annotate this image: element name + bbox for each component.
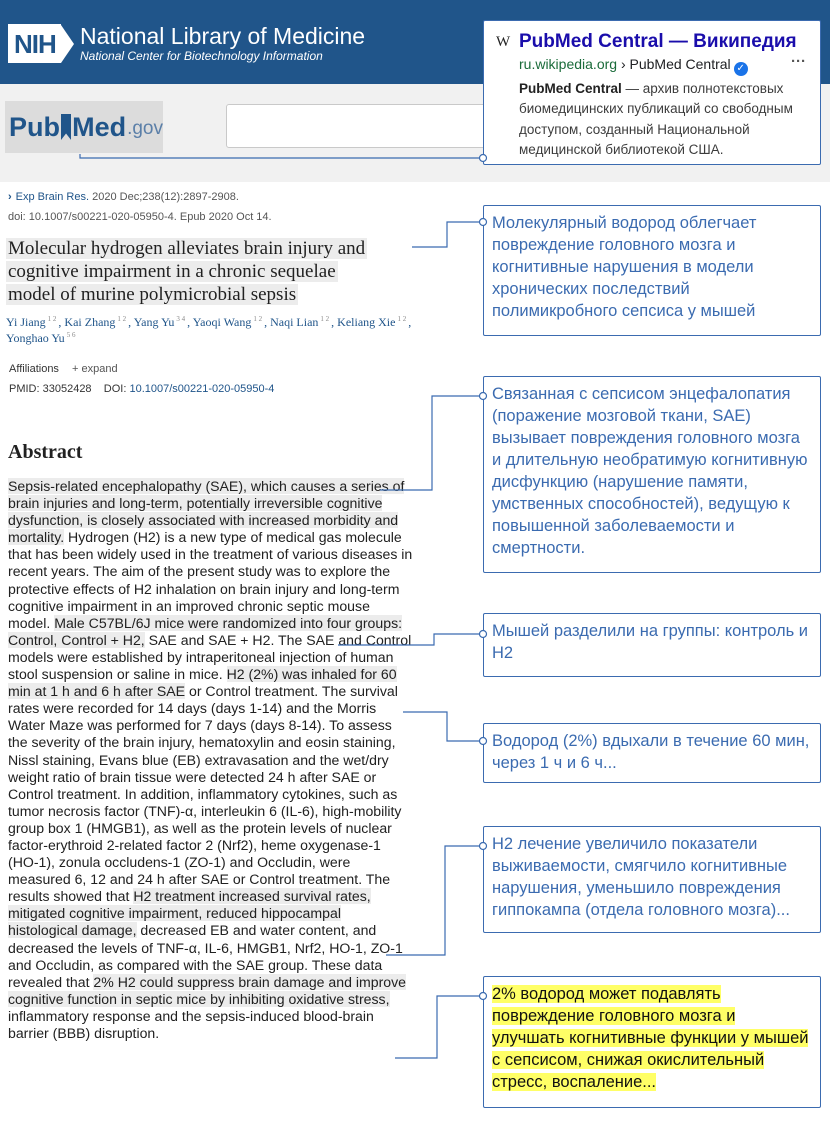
wiki-snippet-rest: — архив полнотекстовых биомедицинских публикаций со свободным доступом, созданный Национальной медицинской библиотекой США.	[519, 81, 793, 157]
author-link[interactable]: Kai Zhang	[64, 315, 116, 329]
author-link[interactable]: Yang Yu	[133, 315, 175, 329]
affiliations-label: Affiliations	[9, 363, 59, 375]
wiki-url[interactable]	[519, 56, 748, 76]
author-list: Yi Jiang $^{1 2}$ , Kai Zhang $^{1 2}$ , Yang Yu $^{3 4}$ , Yaoqi Wang $^{1 2}$ , Naqi Lian $^{1 2}$ , Keliang Xie $^{1 2}$ , Yonghao Yu $^{5 6}$	[6, 315, 412, 346]
expand-affiliations-button[interactable]: + expand	[72, 363, 118, 375]
author-affiliation-sup: 1 2	[117, 315, 127, 323]
author-affiliation-sup: 3 4	[176, 315, 186, 323]
callout-conclusion-translation	[483, 976, 821, 1108]
author-link[interactable]: Yaoqi Wang	[192, 315, 252, 329]
nlm-title[interactable]: National Library of Medicine	[80, 23, 366, 49]
pubmed-logo-med: Med	[72, 111, 127, 142]
abstract-highlight: H2 treatment increased survival rates, mitigated cognitive impairment, reduced hippocampal histological damage,	[8, 888, 371, 939]
wiki-snippet-bold: PubMed Central	[519, 81, 622, 96]
callout-results-translation: H2 лечение увеличило показатели выживаемости, смягчило когнитивные нарушения, уменьшило повреждения гиппокампа (отдела головного мозга)...	[483, 826, 821, 933]
article-title	[6, 237, 411, 307]
abstract-highlight: H2 (2%) was inhaled for 60 min at 1 h and 6 h after SAE	[8, 666, 397, 700]
affiliations-row	[9, 363, 118, 376]
abstract-segment: or Control treatment. The survival rates were recorded for 14 days (days 1-14) and the Morris Water Maze was performed for 7 days (days 8-14). To assess the severity of the brain injury, hematoxylin and eosin staining, Nissl staining, Evans blue (EB) extravasation and the wet/dry weight ratio of brain tissue were detected 24 h after SAE or Control treatment. In addition, inflammatory cytokines, such as tumor necrosis factor (TNF)-α, interleukin 6 (IL-6), high-mobility group box 1 (HMGB1), as well as the protein levels of nuclear factor-erythroid 2-related factor 2 (Nrf2), heme oxygenase-1 (HO-1), zonula occludens-1 (ZO-1) and Occludin, were measured 6, 12 and 24 h after SAE or Control treatment. The results showed that	[8, 683, 402, 905]
wiki-domain: ru.wikipedia.org	[519, 56, 618, 72]
journal-citation	[8, 191, 239, 204]
pubmed-logo-pub: Pub	[9, 111, 60, 142]
pmid-label: PMID: 33052428	[9, 383, 92, 395]
abstract-highlight: 2% H2 could suppress brain damage and improve cognitive function in septic mice by inhibiting oxidative stress,	[8, 973, 406, 1007]
nih-logo[interactable]	[8, 24, 74, 63]
abstract-segment: Hydrogen (H2) is a new type of medical gas molecule that has been widely used in the treatment of various diseases in recent years. The aim of the present study was to explore the protective effects of H2 inhalation on brain injury and long-term cognitive impairment in an improved chronic septic mouse model.	[8, 529, 413, 631]
callout-sae-translation: Связанная с сепсисом энцефалопатия (поражение мозговой ткани, SAE) вызывает повреждения головного мозга и длительную необратимую когнитивную дисфункцию (нарушение памяти, умственных способностей), ведущую к повышенной заболеваемости и смертности.	[483, 376, 821, 573]
abstract-highlight: Male C57BL/6J mice were randomized into four groups: Control, Control + H2,	[8, 614, 403, 648]
nlm-subtitle: National Center for Biotechnology Information	[80, 49, 323, 63]
wikipedia-result-card[interactable]	[483, 20, 821, 165]
nih-logo-text: NIH	[8, 24, 61, 63]
doi-label: DOI:	[103, 383, 130, 395]
title-line: Molecular hydrogen alleviates brain injury and	[8, 238, 366, 259]
pmid-row	[9, 383, 274, 396]
wikipedia-icon: W	[496, 34, 511, 50]
verified-check-icon: ✓	[734, 62, 748, 76]
search-input[interactable]	[226, 104, 506, 148]
title-line: cognitive impairment in a chronic sequelae	[8, 261, 336, 283]
wiki-path: › PubMed Central	[617, 56, 731, 72]
abstract-text	[8, 478, 413, 1042]
abstract-segment: inflammatory response and the sepsis-induced blood-brain barrier (BBB) disruption.	[8, 1007, 374, 1041]
author-affiliation-sup: 1 2	[397, 315, 407, 323]
pubmed-logo[interactable]	[5, 101, 163, 153]
nih-logo-arrow	[61, 25, 74, 63]
callout-conclusion-text: 2% водород может подавлять повреждение головного мозга и улучшать когнитивные функции у мышей с сепсисом, снижая окислительный стресс, воспаление...	[492, 985, 809, 1091]
author-link[interactable]: Yi Jiang	[6, 315, 46, 329]
author-affiliation-sup: 1 2	[320, 315, 330, 323]
callout-inhalation-translation: Водород (2%) вдыхали в течение 60 мин, через 1 ч и 6 ч...	[483, 723, 821, 783]
callout-groups-translation: Мышей разделили на группы: контроль и H2	[483, 613, 821, 677]
author-link[interactable]: Yonghao Yu	[6, 331, 65, 346]
connector-sae	[380, 396, 483, 490]
pubmed-logo-gov: .gov	[127, 118, 163, 139]
connector-title	[412, 222, 483, 247]
author-affiliation-sup: 1 2	[253, 315, 263, 323]
author-link[interactable]: Naqi Lian	[270, 315, 319, 329]
author-affiliation-sup: 5 6	[66, 331, 76, 340]
more-options-icon[interactable]: ···	[791, 53, 806, 70]
connector-inhalation	[403, 712, 483, 741]
doi-link[interactable]: 10.1007/s00221-020-05950-4	[129, 383, 275, 395]
callout-title-translation: Молекулярный водород облегчает повреждение головного мозга и когнитивные нарушения в модели хронических последствий полимикробного сепсиса у мышей	[483, 205, 821, 336]
abstract-segment: decreased EB and water content, and decreased the levels of TNF-α, IL-6, HMGB1, Nrf2, HO-1, ZO-1 and Occludin, as compared with the SAE group. These data revealed that	[8, 922, 403, 990]
abstract-segment: SAE and SAE + H2. The SAE and Control models were established by intraperitoneal injection of human stool suspension or saline in mice.	[8, 631, 412, 683]
doi-line: doi: 10.1007/s00221-020-05950-4. Epub 2020 Oct 14.	[8, 211, 272, 223]
abstract-heading: Abstract	[8, 441, 83, 463]
journal-link[interactable]: Exp Brain Res.	[15, 191, 90, 203]
author-link[interactable]: Keliang Xie	[337, 315, 396, 329]
chevron-right-icon: ›	[8, 191, 12, 203]
abstract-highlight: Sepsis-related encephalopathy (SAE), which causes a series of brain injuries and long-term, potentially irreversible cognitive dysfunction, is closely associated with increased morbidity and mortality.	[8, 478, 405, 546]
wiki-title[interactable]: PubMed Central — Википедия	[519, 31, 797, 52]
title-line: model of murine polymicrobial sepsis	[8, 284, 297, 306]
bookmark-icon	[61, 114, 71, 140]
wiki-snippet	[519, 79, 819, 160]
citation-text: 2020 Dec;238(12):2897-2908.	[89, 191, 239, 203]
author-affiliation-sup: 1 2	[47, 315, 57, 323]
